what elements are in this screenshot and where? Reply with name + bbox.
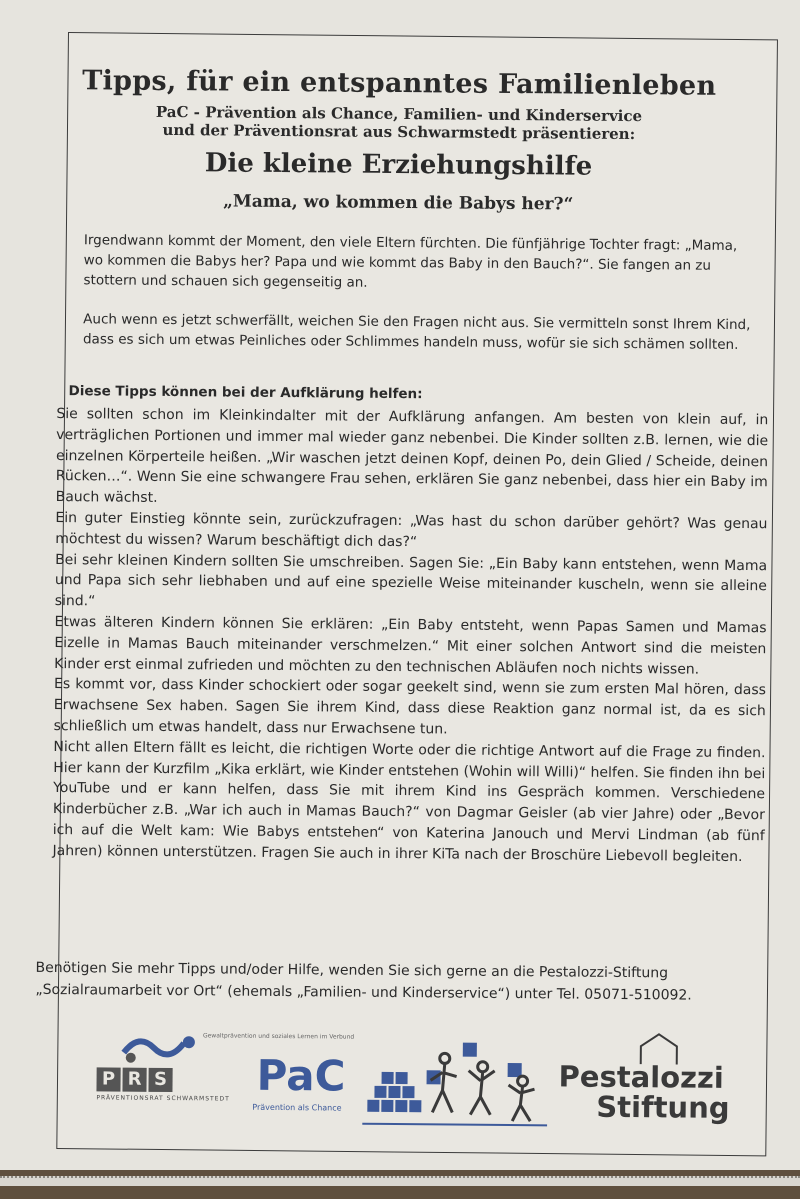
prs-figures-icon <box>119 1028 199 1069</box>
presenter-line <box>0 102 799 145</box>
pac-logo: PaC <box>256 1050 346 1101</box>
intro-paragraph-1: Irgendwann kommt der Moment, den viele Eltern fürchten. Die fünfjährige Tochter fragt: „Mama, wo kommen die Babys her? Papa und wie kommt das Baby in den Bauch?“. Sie fangen an zu stottern und schauen sich gegenseitig an. <box>83 232 738 291</box>
tips-paragraph-3: Bei sehr kleinen Kindern sollten Sie umschreiben. Sagen Sie: „Ein Baby kann entstehen, wenn Mama und Papa sich sehr liebhaben und auf eine spezielle Weise miteinander kuscheln, wenn sie alleine sind.“ <box>54 551 768 610</box>
prs-letter-r: R <box>122 1068 146 1092</box>
tips-body <box>52 404 768 868</box>
pestalozzi-line-2: Stiftung <box>596 1089 730 1125</box>
prs-letter-s: S <box>148 1068 172 1092</box>
pac-subtitle: Prävention als Chance <box>252 1102 342 1113</box>
prs-letter-p: P <box>96 1067 120 1091</box>
presenter-line-2: und der Präventionsrat aus Schwarmstedt präsentieren: <box>162 120 636 144</box>
page-title: Tipps, für ein entspanntes Familienleben <box>82 65 717 102</box>
pestalozzi-logo <box>558 1059 730 1125</box>
presenter-line-1: PaC - Prävention als Chance, Familien- und Kinderservice <box>155 102 643 126</box>
tips-paragraph-6: Nicht allen Eltern fällt es leicht, die richtigen Worte oder die richtige Antwort auf die Frage zu finden. Hier kann der Kurzfilm „Kika erklärt, wie Kinder entstehen (Wohin will Willi)“ helfen. Sie finden ihn bei YouTube und er kann helfen, dass Sie mit ihrem Kind ins Gespräch kommen. Verschiedene Kinderbücher z.B. „War ich auch in Mamas Bauch?“ von Dagmar Geisler (ab vier Jahre) oder „Bevor ich auf die Welt kam: Wie Babys entstehen“ von Katerina Janouch und Mervi Lindman (ab fünf Jahren) können unterstützen. Fragen Sie auch in ihrer KiTa nach der Broschüre Liebevoll begleiten. <box>52 738 766 865</box>
prs-subtitle: PRÄVENTIONSRAT SCHWARMSTEDT <box>96 1094 230 1103</box>
next-sheet-edge <box>0 1176 800 1186</box>
kids-playing-icon <box>362 1040 548 1130</box>
main-title: Die kleine Erziehungshilfe <box>204 148 593 182</box>
tips-paragraph-1: Sie sollten schon im Kleinkindalter mit der Aufklärung anfangen. Am besten von klein auf, in verträglichen Portionen und immer mal wieder ganz nebenbei. Die Kinder sollten z.B. lernen, wie die einzelnen Körperteile heißen. „Wir waschen jetzt deinen Kopf, deinen Po, dein Glied / Scheide, deinen Rücken…“. Wenn Sie eine schwangere Frau sehen, erklären Sie ganz nebenbei, dass hier ein Baby im Bauch wächst. <box>55 406 769 507</box>
tips-paragraph-5: Es kommt vor, dass Kinder schockiert oder sogar geekelt sind, wenn sie zum ersten Mal hören, dass Erwachsene Sex haben. Sagen Sie ihrem Kind, dass diese Reaktion ganz normal ist, da es sich schließlich um etwas handelt, dass nur Erwachsene tun. <box>53 676 767 738</box>
contact-footer: Benötigen Sie mehr Tipps und/oder Hilfe, wenden Sie sich gerne an die Pestalozzi-Stiftung „Sozialraumarbeit vor Ort“ (ehemals „Familien- und Kinderservice“) unter Tel. 05071-510092. <box>35 959 692 1004</box>
tips-heading: Diese Tipps können bei der Aufklärung helfen: <box>68 383 423 403</box>
prs-logo <box>96 1067 230 1102</box>
pestalozzi-line-1: Pestalozzi <box>558 1059 724 1095</box>
tips-paragraph-4: Etwas älteren Kindern können Sie erklären: „Ein Baby entsteht, wenn Papas Samen und Mamas Eizelle in Mamas Bauch miteinander verschmelzen.“ Mit einer solchen Antwort sind die meisten Kinder erst einmal zufrieden und möchten zu den technischen Abläufen noch nichts wissen. <box>54 613 767 678</box>
intro-paragraph-2: Auch wenn es jetzt schwerfällt, weichen Sie den Fragen nicht aus. Sie vermitteln sonst Ihrem Kind, dass es sich um etwas Peinliches oder Schlimmes handeln muss, wofür sie sich schämen sollten. <box>82 311 751 353</box>
logo-caption: Gewaltprävention und soziales Lernen im Verbund <box>202 1032 355 1041</box>
tips-paragraph-2: Ein guter Einstieg könnte sein, zurückzufragen: „Was hast du schon darüber gehört? Was genau möchtest du wissen? Warum beschäftigt dich das?“ <box>55 509 768 550</box>
quote-title: „Mama, wo kommen die Babys her?“ <box>223 191 574 215</box>
table-surface <box>0 1170 800 1199</box>
